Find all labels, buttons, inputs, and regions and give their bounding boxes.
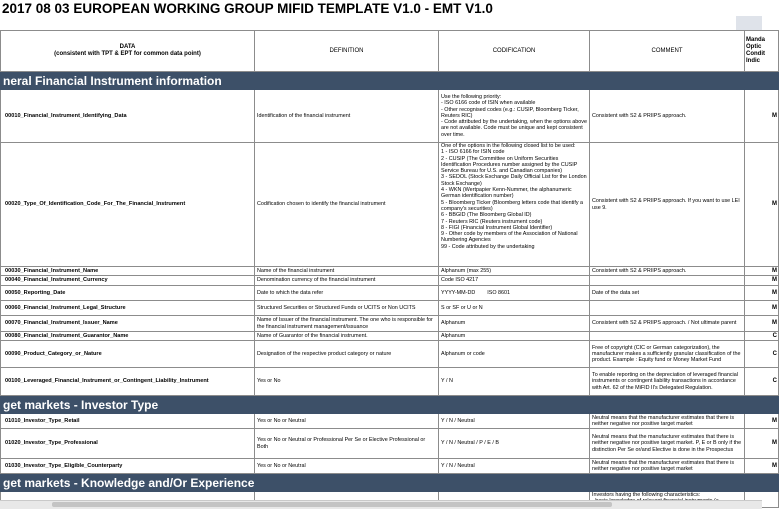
horizontal-scrollbar[interactable] xyxy=(0,500,762,509)
table-row xyxy=(1,267,779,276)
field-cell[interactable]: 00050_Reporting_Date xyxy=(1,286,255,301)
field-cell[interactable]: 00070_Financial_Instrument_Issuer_Name xyxy=(1,316,255,332)
comment-cell[interactable]: Consistent with S2 & PRIIPS approach. If you want to use LEI use 9. xyxy=(590,143,745,267)
definition-cell[interactable]: Date to which the data refer xyxy=(255,286,439,301)
mandatory-cell[interactable]: M xyxy=(745,301,779,316)
section-row-general xyxy=(1,72,779,90)
comment-cell[interactable]: Consistent with S2 & PRIIPS approach. xyxy=(590,90,745,143)
field-cell[interactable]: 01030_Investor_Type_Eligible_Counterparty xyxy=(1,459,255,474)
comment-cell[interactable]: Neutral means that the manufacturer estimates that there is neither negative nor positive target market xyxy=(590,459,745,474)
definition-cell[interactable]: Designation of the respective product category or nature xyxy=(255,341,439,368)
codification-cell[interactable]: Alphanum xyxy=(439,316,590,332)
table-row xyxy=(1,368,779,396)
table-row xyxy=(1,414,779,429)
mandatory-cell[interactable]: C xyxy=(745,368,779,396)
section-row-knowledge xyxy=(1,474,779,492)
comment-cell[interactable]: Date of the data set xyxy=(590,286,745,301)
codification-cell[interactable]: Alphanum (max 255) xyxy=(439,267,590,276)
definition-cell[interactable]: Name of Guarantor of the financial instrument. xyxy=(255,332,439,341)
field-cell[interactable]: 01020_Investor_Type_Professional xyxy=(1,429,255,459)
scrollbar-thumb[interactable] xyxy=(52,502,612,507)
comment-cell[interactable] xyxy=(590,301,745,316)
mandatory-cell[interactable]: M xyxy=(745,276,779,286)
comment-cell[interactable]: Consistent with S2 & PRIIPS approach. xyxy=(590,267,745,276)
codification-cell[interactable]: Code ISO 4217 xyxy=(439,276,590,286)
mandatory-cell[interactable]: M xyxy=(745,414,779,429)
codification-cell[interactable]: Y / N / Neutral xyxy=(439,414,590,429)
sheet-title: 2017 08 03 EUROPEAN WORKING GROUP MIFID TEMPLATE V1.0 - EMT V1.0 xyxy=(2,0,762,18)
section-header-general[interactable]: neral Financial Instrument information xyxy=(1,72,779,90)
mandatory-cell[interactable]: C xyxy=(745,341,779,368)
column-header-codification[interactable]: CODIFICATION xyxy=(439,31,590,72)
codification-cell[interactable]: S or SF or U or N xyxy=(439,301,590,316)
mandatory-cell[interactable]: M xyxy=(745,143,779,267)
mandatory-cell[interactable]: M xyxy=(745,429,779,459)
column-header-definition[interactable]: DEFINITION xyxy=(255,31,439,72)
field-cell[interactable]: 00020_Type_Of_Identification_Code_For_The_Financial_Instrument xyxy=(1,143,255,267)
field-cell[interactable]: 00100_Leveraged_Financial_Instrument_or_Contingent_Liability_Instrument xyxy=(1,368,255,396)
field-cell[interactable]: 00090_Product_Category_or_Nature xyxy=(1,341,255,368)
column-header-mandatory[interactable]: Manda Optic Condit Indic xyxy=(745,31,779,72)
field-cell[interactable]: 00010_Financial_Instrument_Identifying_Data xyxy=(1,90,255,143)
mandatory-cell[interactable]: M xyxy=(745,316,779,332)
table-row xyxy=(1,286,779,301)
comment-cell[interactable]: Investors having the following characteristics: xyxy=(590,492,745,508)
definition-cell[interactable]: Identification of the financial instrument xyxy=(255,90,439,143)
comment-cell[interactable]: To enable reporting on the depreciation of leveraged financial instruments or contingent liability transactions in accordance with Art. 62 of the MiFID II's Delegated Regulation. xyxy=(590,368,745,396)
definition-cell[interactable]: Yes or No or Neutral or Professional Per Se or Elective Professional or Both xyxy=(255,429,439,459)
table-row xyxy=(1,459,779,474)
codification-cell[interactable]: Alphanum or code xyxy=(439,341,590,368)
column-header-row xyxy=(1,31,779,72)
codification-cell[interactable]: Y / N xyxy=(439,368,590,396)
definition-cell[interactable]: Name of Issuer of the financial instrument. The one who is responsible for the financial instrument management/issuance xyxy=(255,316,439,332)
table-row xyxy=(1,332,779,341)
field-cell[interactable]: 00030_Financial_Instrument_Name xyxy=(1,267,255,276)
column-header-data[interactable]: DATA (consistent with TPT & EPT for common data point) xyxy=(1,31,255,72)
definition-cell[interactable]: Yes or No or Neutral xyxy=(255,414,439,429)
field-cell[interactable]: 01010_Investor_Type_Retail xyxy=(1,414,255,429)
comment-cell[interactable]: Neutral means that the manufacturer estimates that there is neither negative nor positive target market. P, E or B only if the distinction Per Se or/and Elective is done in the Prospectus xyxy=(590,429,745,459)
codification-cell[interactable]: YYYY-MM-DD ISO 8601 xyxy=(439,286,590,301)
definition-cell[interactable]: Yes or No or Neutral xyxy=(255,459,439,474)
comment-cell[interactable] xyxy=(590,332,745,341)
definition-cell[interactable]: Structured Securities or Structured Funds or UCITS or Non UCITS xyxy=(255,301,439,316)
comment-cell[interactable]: Consistent with S2 & PRIIPS approach. / Not ultimate parent xyxy=(590,316,745,332)
mifid-template-grid xyxy=(0,30,779,508)
comment-cell[interactable]: Free of copyright (CIC or German categorization), the manufacturer makes a sufficiently granular classification of the product. Example : Equity fund or Money Market Fund xyxy=(590,341,745,368)
mandatory-cell[interactable]: M xyxy=(745,286,779,301)
section-row-investor-type xyxy=(1,396,779,414)
field-cell[interactable]: 00040_Financial_Instrument_Currency xyxy=(1,276,255,286)
table-row xyxy=(1,143,779,267)
codification-cell[interactable]: Use the following priority: - ISO 6166 code of ISIN when available - Other recognised codes (e.g.: CUSIP, Bloomberg Ticker, Reuters RIC) - Code attributed by the undertaking, when the options above are not available. Code must be unique and kept consistent over time. xyxy=(439,90,590,143)
codification-cell[interactable]: Y / N / Neutral / P / E / B xyxy=(439,429,590,459)
field-cell[interactable]: 00060_Financial_Instrument_Legal_Structure xyxy=(1,301,255,316)
table-row xyxy=(1,341,779,368)
table-row xyxy=(1,301,779,316)
definition-cell[interactable]: Yes or No xyxy=(255,368,439,396)
section-header-investor-type[interactable]: get markets - Investor Type xyxy=(1,396,779,414)
definition-cell[interactable]: Codification chosen to identify the financial instrument xyxy=(255,143,439,267)
field-cell[interactable]: 00080_Financial_Instrument_Guarantor_Name xyxy=(1,332,255,341)
definition-cell[interactable]: Name of the financial instrument xyxy=(255,267,439,276)
mandatory-cell[interactable]: M xyxy=(745,90,779,143)
definition-cell[interactable]: Denomination currency of the financial instrument xyxy=(255,276,439,286)
table-row xyxy=(1,316,779,332)
mandatory-cell[interactable]: M xyxy=(745,459,779,474)
codification-cell[interactable]: One of the options in the following closed list to be used: 1 - ISO 6166 for ISIN code 2 - CUSIP (The Committee on Uniform Securities Identification Procedures number assigned by the CUSIP Service Bureau for U.S. and Canadian companies) 3 - SEDOL (Stock Exchange Daily Official List for the London Stock Exchange) 4 - WKN (Wertpapier Kenn-Nummer, the alphanumeric German identification number) 5 - Bloomberg Ticker (Bloomberg letters code that identify a company's securities) 6 - BBGID (The Bloomberg Global ID) 7 - Reuters RIC (Reuters instrument code) 8 - FIGI (Financial Instrument Global Identifier) 9 - Other code by members of the Association of National Numbering Agencies 99 - Code attributed by the undertaking xyxy=(439,143,590,267)
table-row xyxy=(1,276,779,286)
codification-cell[interactable]: Alphanum xyxy=(439,332,590,341)
table-row xyxy=(1,90,779,143)
header-strip xyxy=(736,16,762,30)
comment-cell[interactable] xyxy=(590,276,745,286)
codification-cell[interactable]: Y / N / Neutral xyxy=(439,459,590,474)
section-header-knowledge[interactable]: get markets - Knowledge and/Or Experience xyxy=(1,474,779,492)
column-header-comment[interactable]: COMMENT xyxy=(590,31,745,72)
comment-cell[interactable]: Neutral means that the manufacturer estimates that there is neither negative nor positive target market xyxy=(590,414,745,429)
mandatory-cell[interactable]: C xyxy=(745,332,779,341)
mandatory-cell[interactable]: M xyxy=(745,267,779,276)
table-row xyxy=(1,429,779,459)
